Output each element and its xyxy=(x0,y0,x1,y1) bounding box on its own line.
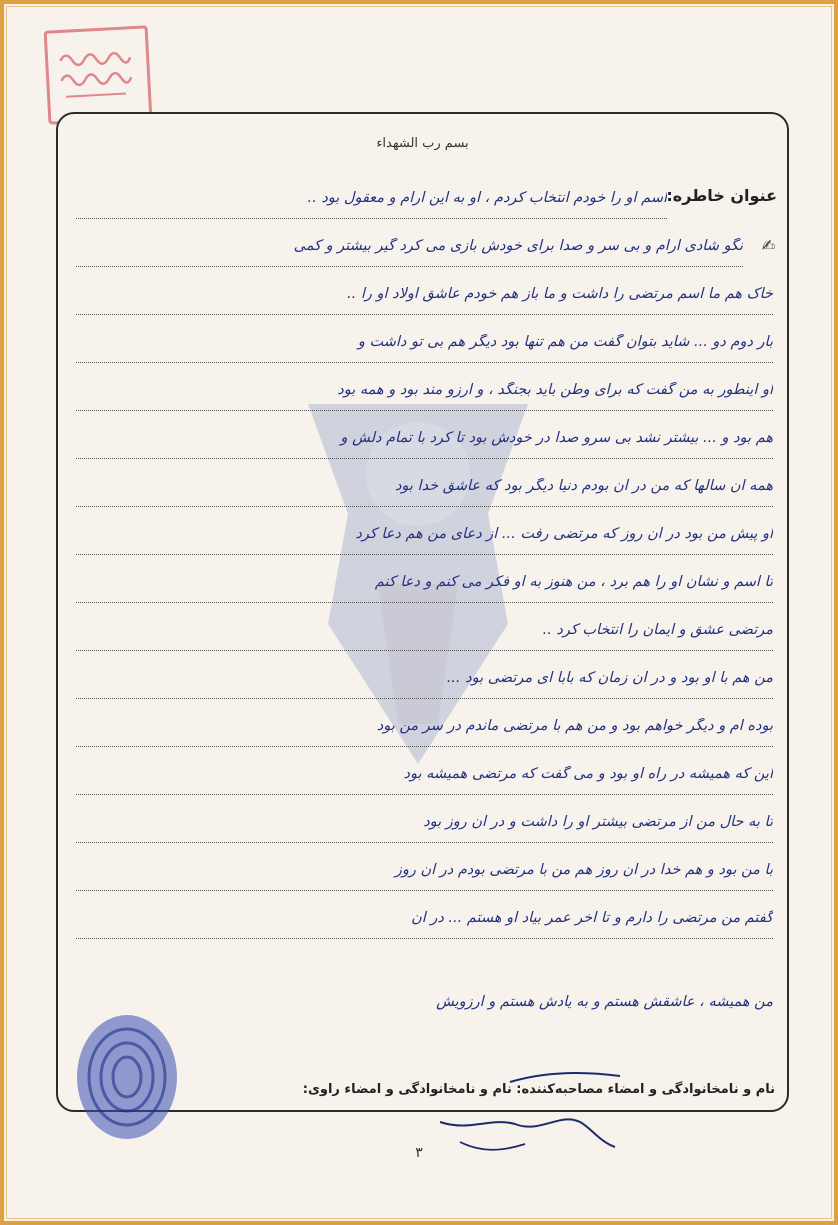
page-number: ۳ xyxy=(415,1145,423,1161)
red-stamp xyxy=(44,25,153,124)
memory-line: بار دوم دو ... شاید بتوان گفت من هم تنها بود دیگر هم بی تو داشت و xyxy=(76,334,773,363)
signature-icon xyxy=(430,1062,630,1157)
memory-line: خاک هم ما اسم مرتضی را داشت و ما باز هم خودم عاشق اولاد او را .. xyxy=(76,286,773,315)
memory-line: مرتضی عشق و ایمان را انتخاب کرد .. xyxy=(76,622,773,651)
fingerprint-icon xyxy=(70,1010,185,1145)
memory-sheet xyxy=(56,112,789,1112)
memory-title-label: عنوان خاطره: xyxy=(666,186,777,205)
memory-line: تا اسم و نشان او را هم برد ، من هنوز به او فکر می کنم و دعا کنم xyxy=(76,574,773,603)
signatures-label: نام و نامخانوادگی و امضاء مصاحبه‌کننده: نام و نامخانوادگی و امضاء راوی: xyxy=(302,1082,775,1097)
memory-line: همه آن سالها که من در آن بودم دنیا دیگر بود که عاشق خدا بود xyxy=(76,478,773,507)
memory-line: من همیشه ، عاشقش هستم و به یادش هستم و آرزویش xyxy=(436,994,773,1010)
memory-line: این که همیشه در راه او بود و می گفت که مرتضی همیشه بود xyxy=(76,766,773,795)
basmala-heading: بسم رب الشهداء xyxy=(376,136,469,151)
memory-line: او اینطور به من گفت که برای وطن باید بجنگد ، و آرزو مند بود و همه بود xyxy=(76,382,773,411)
memory-line: با من بود و هم خدا در آن روز هم من با مرتضی بودم در آن روز xyxy=(76,862,773,891)
memory-line: او پیش من بود در آن روز که مرتضی رفت ... از دعای من هم دعا کرد xyxy=(76,526,773,555)
quill-icon: ✍ xyxy=(761,236,775,255)
memory-line: نگو شادی آرام و بی سر و صدا برای خودش بازی می کرد گیر بیشتر و کمی xyxy=(76,238,743,267)
memory-line: گفتم من مرتضی را دارم و تا آخر عمر بیاد او هستم ... در آن xyxy=(76,910,773,939)
memory-line: بوده ام و دیگر خواهم بود و من هم با مرتضی ماندم در سر من بود xyxy=(76,718,773,747)
memory-line: من هم با او بود و در آن زمان که بابا ای مرتضی بود ... xyxy=(76,670,773,699)
memory-line: اسم او را خودم انتخاب کردم ، او به این آرام و معقول بود .. xyxy=(76,190,667,219)
memory-line: تا به حال من از مرتضی بیشتر او را داشت و در آن روز بود xyxy=(76,814,773,843)
memory-line: هم بود و ... بیشتر نشد بی سرو صدا در خودش بود تا کرد با تمام دلش و xyxy=(76,430,773,459)
